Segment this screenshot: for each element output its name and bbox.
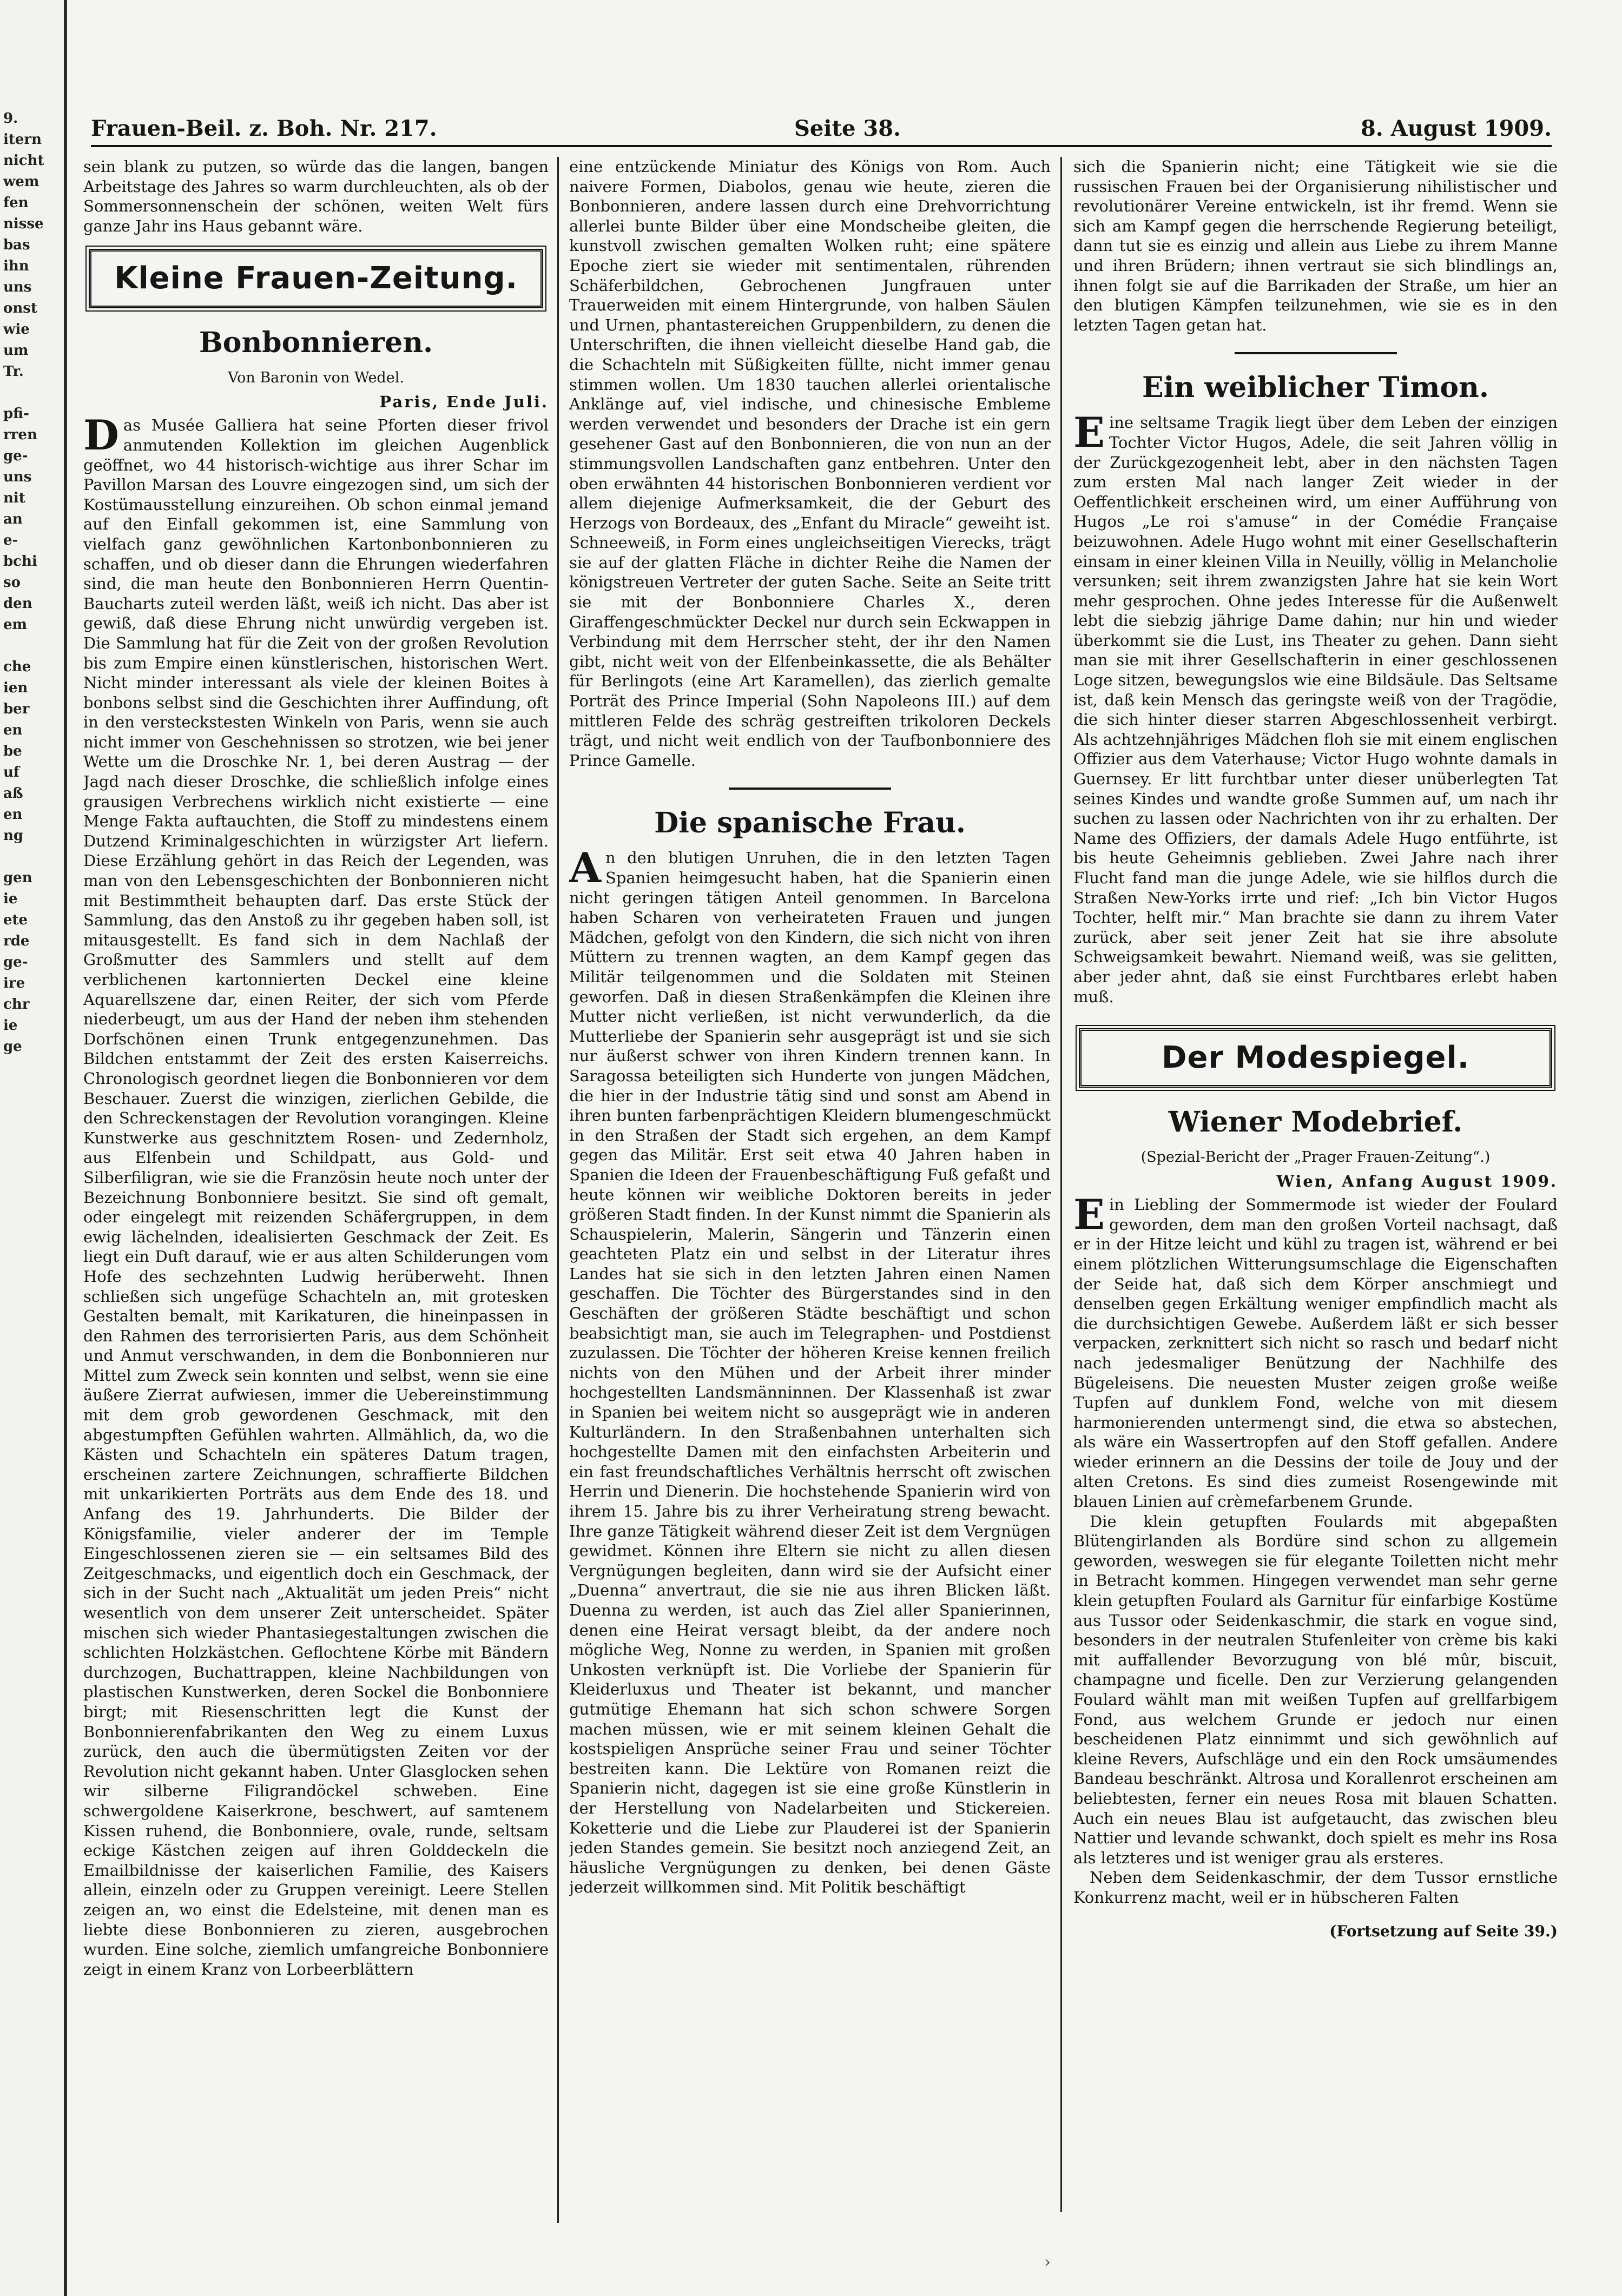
header-page-number: Seite 38.: [794, 116, 901, 141]
margin-fragment: ber: [3, 701, 30, 717]
article-title-wiener-modebrief: Wiener Modebrief.: [1168, 1106, 1463, 1139]
article-title-bonbonnieren: Bonbonnieren.: [199, 326, 433, 360]
margin-fragment: e-: [3, 532, 18, 548]
margin-fragment: ge-: [3, 448, 28, 464]
section-title-kleine-frauen-zeitung: Kleine Frauen-Zeitung.: [89, 249, 543, 308]
page-header: [91, 113, 1552, 147]
margin-fragment: ie: [3, 891, 18, 907]
margin-fragment: uns: [3, 469, 32, 485]
margin-fragment: pfi-: [3, 406, 29, 422]
margin-fragment: wie: [3, 321, 30, 338]
margin-fragment: em: [3, 617, 28, 633]
column-rule: [1060, 157, 1062, 2212]
header-date: 8. August 1909.: [1360, 116, 1552, 141]
margin-fragment: uns: [3, 279, 32, 295]
continuation-note: (Fortsetzung auf Seite 39.): [1329, 1922, 1558, 1940]
margin-fragment: Tr.: [3, 363, 24, 380]
margin-fragment: onst: [3, 300, 37, 316]
margin-fragment: uf: [3, 764, 20, 780]
margin-fragment: ete: [3, 912, 28, 928]
column-2: [569, 157, 1051, 2212]
margin-fragment: um: [3, 342, 29, 359]
margin-fragment: rren: [3, 427, 37, 443]
margin-fragment: fen: [3, 195, 29, 211]
article-body: [83, 411, 549, 1979]
article-byline: Von Baronin von Wedel.: [228, 369, 404, 387]
article-text: in Liebling der Sommermode ist wieder der Foulard geworden, dem man den großen Vorteil nachsagt, daß er in der Hitze leicht und kühl zu tragen ist, während er bei einem plötzlichen Witterungsumschlage die Eigenschaften der Seide hat, daß sich dem Körper anschmiegt und denselben gegen Erkältung weniger empfindlich macht als die durchsichtigen Gewebe. Außerdem läßt er sich besser verpacken, zerknittert sich nicht so rasch und bedarf nicht nach jedesmaliger Benützung der Nachhilfe des Bügeleisens. Die neuesten Muster zeigen große weiße Tupfen auf dunklem Fond, welche von mit diesem harmonierenden untermengt sind, die etwa so abstechen, als wäre ein Wassertropfen auf den Stoff gefallen. Andere wieder erinnern an die Dessins der toile de Jouy und der alten Cretons. Es sind dies zumeist Rosengewinde mit blauen Linien auf crèmefarbenem Grunde.: [1073, 1195, 1558, 1511]
article-body: [1073, 408, 1558, 1007]
margin-fragment: nisse: [3, 216, 44, 232]
margin-fragment: rde: [3, 933, 30, 949]
margin-fragment: 9.: [3, 110, 18, 127]
article-continuation: eine entzückende Miniatur des Königs von Rom. Auch naivere Formen, Diabolos, genau wie heute, zieren die Bonbonnieren, andere lassen durch eine Drehvorrichtung allerlei bunte Bilder über eine Mondscheibe gleiten, die kunstvoll zwischen gemalten Wolken ruht; eine spätere Epoche ziert sie wieder mit sentimentalen, rührenden Schäferbildchen, Gebrochenen Jungfrauen unter Trauerweiden mit einem Hintergrunde, von halben Säulen und Urnen, phantastereichen Gruppenbildern, zu denen die Unterschriften, die ihnen vielleicht dieselbe Hand gab, die die Schachteln mit Süßigkeiten füllte, nicht immer genau stimmen wollen. Um 1830 tauchen allerlei orientalische Anklänge auf, viel indische, und chinesische Embleme werden verwendet und besonders der Drache ist ein gern gesehener Gast auf den Bonbonnieren, die von nun an der stimmungsvollen Landschaften ganz entbehren. Unter den oben erwähnten 44 historischen Bonbonnieren verdient vor allem diejenige Aufmerksamkeit, die der Geburt des Herzogs von Bordeaux, des „Enfant du Miracle“ geweiht ist. Schneeweiß, in Form eines ungleichseitigen Vierecks, trägt sie auf der glatten Fläche in dichter Reihe die Namen der königstreuen Vertreter der guten Sache. Seite an Seite tritt sie mit der Bonbonniere Charles X., deren Giraffengeschmückter Deckel nur durch sein Eckwappen in Verbindung mit dem Herrscher steht, der ihr den Namen gibt, nicht weit von der Elfenbeinkassette, die als Behälter für Berlingots (eine Art Karamellen), das zierlich gemalte Porträt des Prince Imperial (Sohn Napoleons III.) auf dem mittleren Felde des schräg gestreiften trikoloren Deckels trägt, und nicht weit endlich von der Taufbonbonniere des Prince Gamelle.: [569, 157, 1051, 770]
dropcap: E: [1073, 408, 1105, 457]
article-paragraph: Die klein getupften Foulards mit abgepaßten Blütengirlanden als Bordüre sind schon zu allgemein geworden, weswegen sie für elegante Toiletten nicht mehr in Betracht kommen. Hingegen verwendet man sehr gerne klein getupften Foulard als Garnitur für einfarbige Kostüme aus Tussor oder Seidenkaschmir, die stark en vogue sind, besonders in der neutralen Stufenleiter von crème bis kaki mit auffallender Bevorzugung von blé mûr, biscuit, champagne und ficelle. Den zur Verzierung gelangenden Foulard wählt man mit weißen Tupfen auf grellfarbigem Fond, aus welchem Grunde er jedoch nur einen bescheidenen Platz einnimmt und sich gewöhnlich auf kleine Revers, Aufschläge und ein den Rock umsäumendes Bandeau beschränkt. Altrosa und Korallenrot erscheinen am beliebtesten, ferner ein neues Rosa mit blauen Schatten. Auch ein neues Blau ist aufgetaucht, das zwischen bleu Nattier und levande schwankt, doch spielt es mehr ins Rosa als letzteres und ist weniger grau als ersteres.: [1073, 1512, 1558, 1867]
margin-fragment: che: [3, 659, 31, 675]
margin-fragment: den: [3, 595, 32, 612]
dropcap: D: [83, 411, 119, 460]
column-3: [1073, 157, 1558, 2201]
article-dateline: Wien, Anfang August 1909.: [1276, 1172, 1558, 1191]
column-rule: [557, 157, 559, 2223]
article-text: ine seltsame Tragik liegt über dem Leben der einzigen Tochter Victor Hugos, Adele, die seit Jahren völlig in der Zurückgezogenheit lebt, aber in den nächsten Tagen zum ersten Mal nach langer Zeit wieder in der Oeffentlichkeit erscheinen wird, um einer Aufführung von Hugos „Le roi s'amuse“ in der Comédie Française beizuwohnen. Adele Hugo wohnt mit einer Gesellschafterin einsam in einer kleinen Villa in Neuilly, völlig in Melancholie versunken; seit ihrem zwanzigsten Jahre hat sie kein Wort mehr gesprochen. Ohne jedes Interesse für die Außenwelt lebt die siebzig jährige Dame dahin; nur hin und wieder überkommt sie die Lust, ins Theater zu gehen. Dann sieht man sie mit ihrer Gesellschafterin in einer geschlossenen Loge sitzen, bewegungslos wie eine Bildsäule. Das Seltsame ist, daß kein Mensch das geringste weiß von der Tragödie, die sich hinter dieser starren Abgeschlossenheit verbirgt. Als achtzehnjähriges Mädchen floh sie mit einem englischen Offizier aus dem Vaterhause; Victor Hugo wohnte damals in Guernsey. Er litt furchtbar unter dieser unüberlegten Tat seines Kindes und wandte große Summen auf, um nach ihr suchen zu lassen oder Nachrichten von ihr zu erhalten. Der Name des Offiziers, der damals Adele Hugo entführte, ist bis heute Geheimnis geblieben. Zwei Jahre nach ihrer Flucht fand man die junge Adele, wie sie hilflos durch die Straßen New-Yorks irrte und rief: „Ich bin Victor Hugos Tochter, helft mir.“ Man brachte sie dann zu ihrem Vater zurück, aber seit jener Zeit hat sie ihre absolute Schweigsamkeit bewahrt. Niemand weiß, was sie gelitten, aber jeder ahnt, daß sie einst Furchtbares erlebt haben muß.: [1073, 413, 1558, 1006]
margin-fragment: en: [3, 722, 23, 738]
article-paragraph: Neben dem Seidenkaschmir, der dem Tussor ernstliche Konkurrenz macht, weil er in hübscheren Falten: [1073, 1868, 1558, 1907]
article-body: [569, 844, 1051, 1897]
margin-fragment: so: [3, 574, 21, 591]
margin-fragment: nit: [3, 490, 25, 506]
margin-fragment: bas: [3, 237, 30, 253]
article-byline: (Spezial-Bericht der „Prager Frauen-Zeitung“.): [1140, 1149, 1491, 1166]
article-dateline: Paris, Ende Juli.: [379, 393, 549, 412]
article-title-spanische-frau: Die spanische Frau.: [654, 806, 966, 840]
margin-fragment: en: [3, 806, 23, 823]
margin-fragment: chr: [3, 996, 30, 1013]
margin-fragment: ien: [3, 680, 28, 696]
margin-fragment: an: [3, 511, 23, 527]
margin-fragment: ng: [3, 828, 24, 844]
margin-fragment: aß: [3, 785, 23, 802]
margin-fragment: ihn: [3, 258, 29, 274]
margin-fragment: itern: [3, 131, 42, 148]
header-publication: Frauen-Beil. z. Boh. Nr. 217.: [91, 116, 437, 141]
article-body: [1073, 1190, 1558, 1512]
column-1: [83, 157, 549, 2266]
article-title-weiblicher-timon: Ein weiblicher Timon.: [1142, 371, 1489, 405]
article-continuation: sich die Spanierin nicht; eine Tätigkeit wie sie die russischen Frauen bei der Organisierung nihilistischer und revolutionärer Vereine entwickeln, ist ihr fremd. Wenn sie sich am Kampf gegen die herrschende Regierung beteiligt, dann tut sie es einzig und allein aus Liebe zu ihrem Manne und ihren Brüdern; ihnen vertraut sie sich blindlings an, ihnen folgt sie auf die Barrikaden der Straße, um hier an den blutigen Kämpfen teilzunehmen, wie sie es in den letzten Tagen getan hat.: [1073, 157, 1558, 334]
margin-fragment: ie: [3, 1017, 18, 1034]
article-divider: [729, 788, 891, 790]
article-text: as Musée Galliera hat seine Pforten dieser frivol anmutenden Kollektion im gleichen Augenblick geöffnet, wo 44 historisch-wichtige aus ihrer Schar im Pavillon Marsan des Louvre eingezogen sind, um sich der Kostümausstellung einzureihen. Ob schon einmal jemand auf den Einfall gekommen ist, eine Sammlung von vielfach ganz gewöhnlichen Kartonbonbonnieren zu schaffen, und ob dieser dann die Ehrungen wiederfahren sind, die man heute den Bonbonnieren Herrn Quentin-Baucharts zuteil werden läßt, weiß ich nicht. Das aber ist gewiß, daß diese Ehrung nicht unwürdig vergeben ist. Die Sammlung hat für die Zeit von der großen Revolution bis zum Empire einen künstlerischen, historischen Wert. Nicht minder interessant als viele der kleinen Boites à bonbons selbst sind die Geschichten ihrer Auffindung, oft in den versteckstesten Winkeln von Paris, wenn sie auch nicht immer von Geschehnissen so strotzen, wie bei jener Wette um die Droschke Nr. 1, bei deren Austrag — der Jagd nach dieser Droschke, die schließlich infolge eines grausigen Verbrechens wirklich nicht existierte — eine Menge Fakta auftauchten, die Stoff zu mindestens einem Dutzend Kriminalgeschichten in würzigster Art liefern. Diese Erzählung gehört in das Reich der Legenden, was man von den Lebensgeschichten der Bonbonnieren nicht mit Bestimmtheit behaupten darf. Das erste Stück der Sammlung, das den Anstoß zu ihr gegeben haben soll, ist mitausgestellt. Es fand sich in dem Nachlaß der Großmutter des Sammlers und stellt auf dem verblichenen kartonnierten Deckel eine kleine Aquarellszene dar, einen Reiter, der sich vom Pferde niederbeugt, um aus der Hand der neben ihm stehenden Dorfschönen einen Trunk entgegenzunehmen. Das Bildchen entstammt der Zeit des ersten Kaiserreichs. Chronologisch geordnet liegen die Bonbonnieren vor dem Beschauer. Zuerst die winzigen, zierlichen Gebilde, die den Schreckenstagen der Revolution vorangingen. Kleine Kunstwerke aus geschnitztem Rosen- und Zedernholz, aus Elfenbein und Schildpatt, aus Gold- und Silberfiligran, wie sie die Französin heute noch unter der Bezeichnung Bonbonniere besitzt. Sie sind oft gemalt, oder eingelegt mit reizenden Schäfergruppen, in dem ewig lächelnden, idealisierten Geschmack der Zeit. Es liegt ein Duft darauf, wie er aus alten Schilderungen vom Hofe des sechzehnten Ludwig herüberweht. Ihnen schließen sich ungefüge Schachteln an, mit grotesken Gestalten bemalt, mit Karikaturen, die hineinpassen in den Rahmen des terrorisierten Paris, aus dem Schönheit und Anmut verschwanden, in dem die Bonbonnieren nur Mittel zum Zweck sein konnten und selbst, wenn sie eine äußere Zierrat aufwiesen, immer die Uebereinstimmung mit dem grob gewordenen Geschmack, mit den abgestumpften Gefühlen wahrten. Allmählich, da, wo die Kästen und Schachteln ein späteres Datum tragen, erscheinen zartere Zeichnungen, schraffierte Bildchen mit unkarikierten Porträts aus dem Ende des 18. und Anfang des 19. Jahrhunderts. Die Bilder der Königsfamilie, vieler anderer der im Temple Eingeschlossenen zieren sie — ein seltsames Bild des Zeitgeschmacks, und eigentlich doch ein Geschmack, der sich in der Sucht nach „Aktualität um jeden Preis“ nicht wesentlich von dem unserer Zeit unterscheidet. Später mischen sich wieder Phantasiegestaltungen zwischen die schlichten Holzkästchen. Geflochtene Körbe mit Bändern durchzogen, Buchattrappen, kleine Nachbildungen von plastischen Kunstwerken, deren Sockel die Bonbonniere birgt; mit Riesenschritten legt die Kunst der Bonbonnierenfabrikanten den Weg zu einem Luxus zurück, den auch die übermütigsten Zeiten vor der Revolution nicht gekannt haben. Unter Glasglocken sehen wir silberne Filigrandöckel schweben. Eine schwergoldene Kaiserkrone, beschwert, auf samtenem Kissen ruhend, die Bonbonniere, ovale, runde, seltsam eckige Kästchen zeigen auf ihren Golddeckeln die Emailbildnisse der kaiserlichen Familie, des Kaisers allein, einzeln oder zu Gruppen vereinigt. Leere Stellen zeigen an, wo einst die Edelsteine, mit denen man es liebte diese Bonbonnieren zu zieren, ausgebrochen wurden. Eine solche, ziemlich umfangreiche Bonbonniere zeigt in einem Kranz von Lorbeerblättern: [83, 416, 549, 1979]
margin-fragment: ge: [3, 1038, 22, 1055]
dropcap: A: [569, 844, 601, 892]
margin-fragment: nicht: [3, 153, 44, 169]
margin-fragment: be: [3, 743, 22, 759]
newspaper-page: [67, 0, 1622, 2296]
adjacent-page-margin: [0, 0, 67, 2296]
section-title-modespiegel: Der Modespiegel.: [1079, 1028, 1552, 1088]
margin-fragment: bchi: [3, 553, 37, 570]
margin-fragment: ge-: [3, 954, 28, 970]
margin-fragment: gen: [3, 870, 32, 886]
article-divider: [1235, 352, 1397, 354]
mouse-cursor: ›: [1044, 2253, 1051, 2272]
dropcap: E: [1073, 1190, 1105, 1239]
margin-fragment: wem: [3, 174, 39, 190]
article-text: n den blutigen Unruhen, die in den letzten Tagen Spanien heimgesucht haben, hat die Spanierin einen nicht geringen tätigen Anteil genommen. In Barcelona haben Scharen von verheirateten Frauen und jungen Mädchen, gefolgt von den Kindern, die sich nicht von ihren Müttern zu trennen wagten, an dem Kampf gegen das Militär teilgenommen und die Soldaten mit Steinen geworfen. Daß in diesen Straßenkämpfen die Kleinen ihre Mutter nicht verließen, ist nicht verwunderlich, da die Mutterliebe der Spanierin sehr ausgeprägt ist und sie sich nur äußerst schwer von ihren Kindern trennen kann. In Saragossa beteiligten sich Hunderte von jungen Mädchen, die hier in der Industrie tätig sind und sonst am Abend in ihren bunten farbenprächtigen Kleidern blumengeschmückt in den Straßen der Stadt sich ergehen, an dem Kampf gegen das Militär. Erst seit etwa 40 Jahren haben in Spanien die Ideen der Frauenbeschäftigung Fuß gefaßt und heute können wir weibliche Doktoren bereits in jeder größeren Stadt finden. In der Kunst nimmt die Spanierin als Schauspielerin, Malerin, Sängerin und Tänzerin einen geachteten Platz ein und selbst in der Literatur ihres Landes hat sie sich in den letzten Jahren einen Namen geschaffen. Die Töchter des Bürgerstandes sind in den Geschäften der größeren Städte beschäftigt und schon beabsichtigt man, sie auch im Telegraphen- und Postdienst zuzulassen. Die Töchter der höheren Kreise kennen freilich nichts von den Mühen und der Arbeit ihrer minder hochgestellten Landsmänninnen. Der Klassenhaß ist zwar in Spanien bei weitem nicht so ausgeprägt wie in anderen Kulturländern. In den Straßenbahnen unterhalten sich hochgestellte Damen mit den einfachsten Arbeiterin und ein fast freundschaftliches Verhältnis herrscht oft zwischen Herrin und Dienerin. Die hochstehende Spanierin wird von ihrem 15. Jahre bis zu ihrer Verheiratung streng bewacht. Ihre ganze Tätigkeit während dieser Zeit ist dem Vergnügen gewidmet. Können ihre Eltern sie nicht zu allen diesen Vergnügungen begleiten, dann wird sie der Aufsicht einer „Duenna“ anvertraut, die sie nie aus ihren Blicken läßt. Duenna zu werden, ist auch das Ziel aller Spanierinnen, denen eine Heirat versagt bleibt, da der andere noch mögliche Weg, Nonne zu werden, in Spanien mit großen Unkosten verknüpft ist. Die Vorliebe der Spanierin für Kleiderluxus und Theater ist bekannt, und mancher gutmütige Ehemann hat sich schon schwere Sorgen machen müssen, wie er mit seinem kleinen Gehalt die kostspieligen Ansprüche seiner Frau und seiner Töchter bestreiten kann. Die Lektüre von Romanen reizt die Spanierin nicht, dagegen ist sie eine große Künstlerin in der Herstellung von Nadelarbeiten und Stickereien. Koketterie und die Liebe zur Plauderei ist der Spanierin jeden Standes gemein. Sie besitzt noch anziegend Zeit, an häusliche Vergnügungen zu denken, bei denen Gäste jederzeit willkommen sind. Mit Politik beschäftigt: [569, 849, 1051, 1897]
margin-fragment: ire: [3, 975, 25, 991]
intro-paragraph: sein blank zu putzen, so würde das die langen, bangen Arbeitstage des Jahres so warm durchleuchten, als ob der Sommersonnenschein der schönen, weiten Welt fürs ganze Jahr ins Haus gebannt wäre.: [83, 157, 549, 235]
